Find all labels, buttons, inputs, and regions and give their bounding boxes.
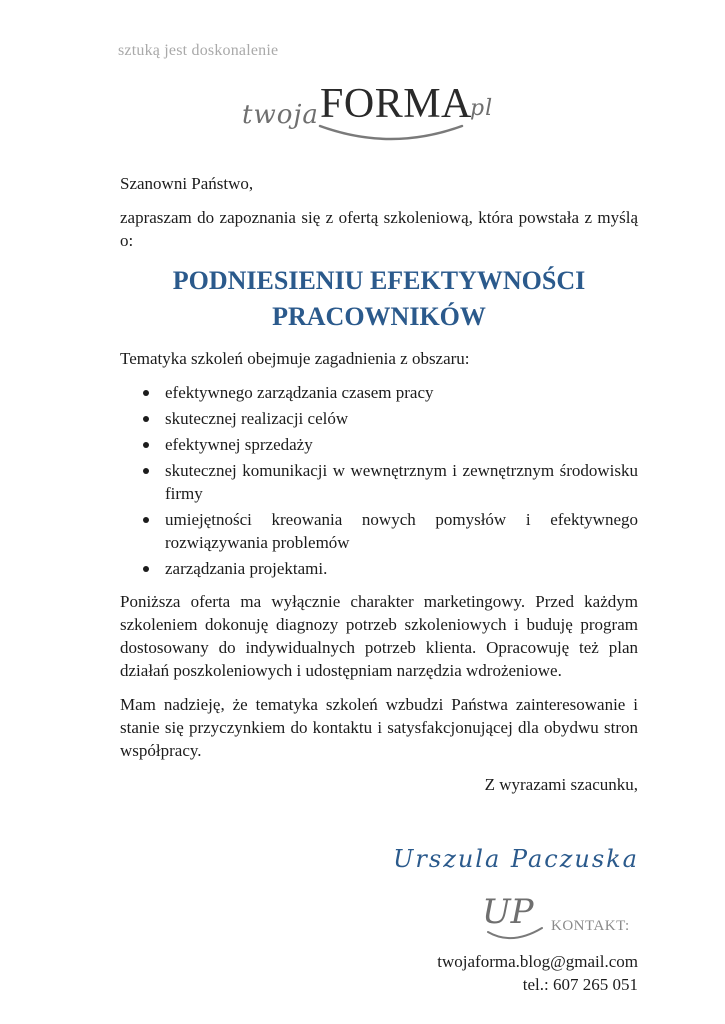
list-item xyxy=(120,381,638,404)
topics-list xyxy=(120,381,638,580)
list-item xyxy=(120,407,638,430)
tagline: sztuką jest doskonalenie xyxy=(118,42,279,59)
letter-body xyxy=(120,172,638,807)
list-item xyxy=(120,508,638,554)
closing-paragraph: Mam nadzieję, że tematyka szkoleń wzbudzi Państwa zainteresowanie i stanie się przyczynkiem do kontaktu i satysfakcjonującej dla obydwu stron współpracy. xyxy=(120,695,638,760)
bullet-icon xyxy=(143,468,149,474)
monogram-letters: UP xyxy=(482,892,534,932)
topics-intro: Tematyka szkoleń obejmuje zagadnienia z obszaru: xyxy=(120,349,470,368)
closing-salutation: Z wyrazami szacunku, xyxy=(484,775,638,794)
bullet-icon xyxy=(143,390,149,396)
list-item xyxy=(120,459,638,505)
topic-text: efektywnego zarządzania czasem pracy xyxy=(165,383,434,402)
bullet-icon xyxy=(143,566,149,572)
intro-paragraph: zapraszam do zapoznania się z ofertą szkoleniową, która powstała z myślą o: xyxy=(120,208,638,250)
bullet-icon xyxy=(143,442,149,448)
offer-headline xyxy=(120,263,638,335)
logo-smile-icon xyxy=(316,122,466,148)
contact-phone[interactable]: tel.: 607 265 051 xyxy=(522,975,638,994)
contact-email[interactable]: twojaforma.blog@gmail.com xyxy=(437,952,638,971)
monogram-logo xyxy=(482,892,562,944)
list-item xyxy=(120,557,638,580)
logo-main: FORMA xyxy=(320,81,472,127)
logo-prefix: twoja xyxy=(242,100,319,130)
topic-text: efektywnej sprzedaży xyxy=(165,435,313,454)
logo-suffix: pl xyxy=(470,96,494,121)
topic-text: skutecznej komunikacji w wewnętrznym i zewnętrznym środowisku firmy xyxy=(165,461,638,503)
brand-logo xyxy=(236,76,536,156)
contact-label: KONTAKT: xyxy=(551,918,630,934)
headline-line-2: PRACOWNIKÓW xyxy=(272,302,486,331)
offer-paragraph: Poniższa oferta ma wyłącznie charakter marketingowy. Przed każdym szkoleniem dokonuję diagnozy potrzeb szkoleniowych i buduję program dostosowany do indywidualnych potrzeb klienta. Opracowuję też plan działań poszkoleniowych i udostępniam narzędzia wdrożeniowe. xyxy=(120,592,638,680)
signature: Urszula Paczuska xyxy=(393,845,639,873)
bullet-icon xyxy=(143,517,149,523)
monogram-smile-icon xyxy=(482,892,562,944)
topic-text: zarządzania projektami. xyxy=(165,559,328,578)
headline-line-1: PODNIESIENIU EFEKTYWNOŚCI xyxy=(172,266,586,295)
topic-text: umiejętności kreowania nowych pomysłów i efektywnego rozwiązywania problemów xyxy=(165,510,638,552)
list-item xyxy=(120,433,638,456)
greeting: Szanowni Państwo, xyxy=(120,174,254,193)
bullet-icon xyxy=(143,416,149,422)
topic-text: skutecznej realizacji celów xyxy=(165,409,349,428)
